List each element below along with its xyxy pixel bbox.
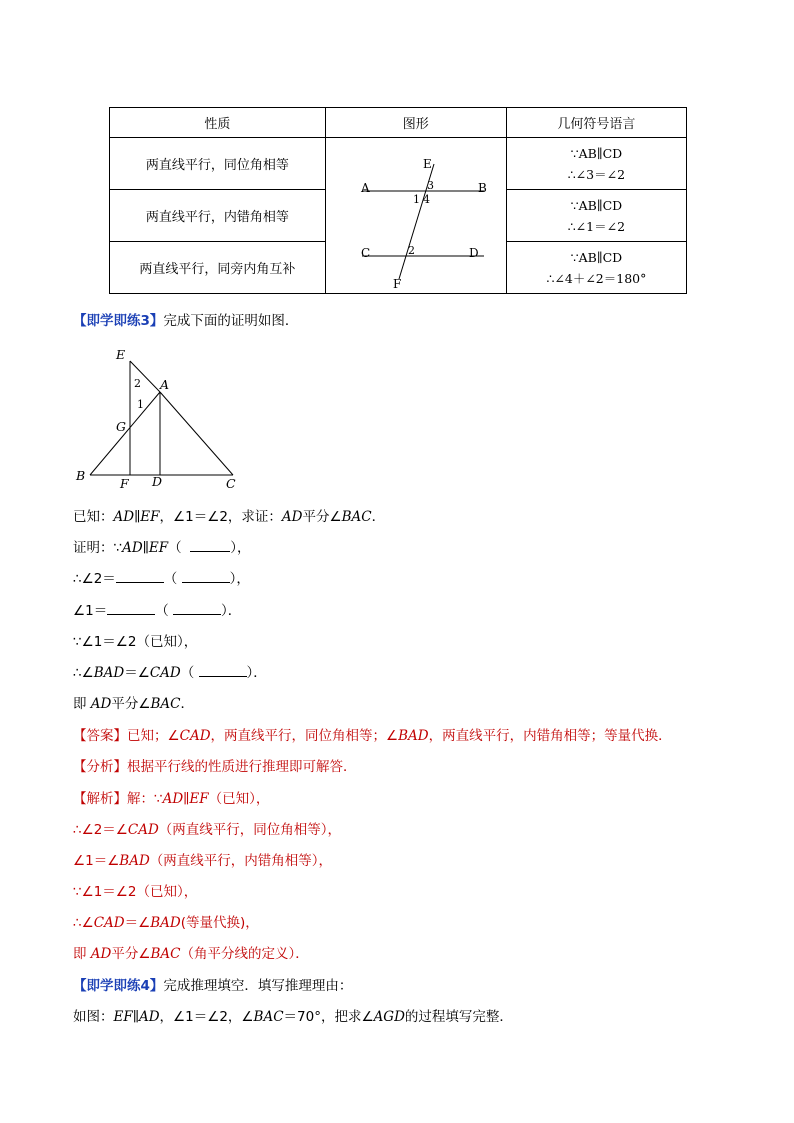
angle-2: 2 [134,377,141,390]
parallel-properties-table [109,107,687,294]
conclusion-text: ∴∠1＝∠2 [567,218,626,234]
proof-line-5: ∴∠BAD＝∠CAD（ ）． [73,665,267,681]
label-c: C [226,476,236,491]
solution-line-6: 即 AD平分∠BAC（角平分线的定义）． [73,946,309,962]
given-text: ∵AB∥CD [570,145,623,161]
exercise3-heading [73,311,298,331]
label-f: F [120,476,129,491]
exercise3-title: 完成下面的证明如图． [163,313,299,329]
label-e: E [116,347,126,362]
proof-line-2: ∴∠2＝ （ ）， [73,571,250,587]
exercise3-tag: 【即学即练3】 [73,313,164,329]
proof-line-6: 即 AD平分∠BAC． [73,696,194,712]
given-text: ∵AB∥CD [570,197,623,213]
property-alternate: 两直线平行，内错角相等 [110,190,326,242]
solution-tag: 【解析】 [73,791,127,807]
analysis-line: 【分析】根据平行线的性质进行推理即可解答． [73,759,357,775]
fill-blank[interactable] [190,539,230,552]
fill-blank[interactable] [173,602,221,615]
given-text: ∵AB∥CD [570,249,623,265]
label-d: D [468,245,479,260]
label-d: D [152,474,163,489]
label-c: C [360,245,370,260]
fill-blank[interactable] [182,570,230,583]
exercise4-tag: 【即学即练4】 [73,978,164,994]
header-figure: 图形 [325,108,506,138]
exercise4-heading [73,976,352,996]
triangle-figure [70,342,250,492]
label-e: E [422,156,432,171]
header-property: 性质 [110,108,326,138]
solution-line-2: ∴∠2＝∠CAD（两直线平行，同位角相等）， [73,822,342,838]
known-statement: 已知：AD∥EF，∠1＝∠2，求证：AD平分∠BAC． [73,509,386,525]
angle-3: 3 [426,178,434,192]
conclusion-text: ∴∠4＋∠2＝180° [546,270,647,286]
label-b: B [477,180,487,195]
solution-line-4: ∵∠1＝∠2（已知）， [73,884,198,900]
exercise4-statement: 如图：EF∥AD，∠1＝∠2，∠BAC＝70°，把求∠AGD的过程填写完整． [73,1009,513,1025]
solution-line-5: ∴∠CAD＝∠BAD(等量代换)， [73,915,259,931]
solution-line-3: ∠1＝∠BAD（两直线平行，内错角相等）， [73,853,333,869]
property-corresponding: 两直线平行，同位角相等 [110,138,326,190]
proof-line-1: 证明：∵AD∥EF（ ）， [73,540,251,556]
solution-line-1: 【解析】解：∵AD∥EF（已知）， [73,791,270,807]
symbol-corresponding [506,138,686,190]
angle-1: 1 [412,192,420,206]
angle-1: 1 [137,398,144,411]
table-row [110,138,687,190]
proof-line-4: ∵∠1＝∠2（已知）， [73,634,198,650]
table-header-row [110,108,687,138]
fill-blank[interactable] [116,570,164,583]
label-g: G [116,419,126,434]
proof-line-3: ∠1＝ （ ）． [73,603,242,619]
analysis-tag: 【分析】 [73,759,127,775]
symbol-alternate [506,190,686,242]
conclusion-text: ∴∠3＝∠2 [567,166,626,182]
label-b: B [76,468,86,483]
figure-cell [325,138,506,294]
header-symbol-language: 几何符号语言 [506,108,686,138]
segment-ac [160,392,233,475]
exercise4-title: 完成推理填空．填写推理理由： [163,978,353,994]
label-f: F [392,276,402,291]
answer-line: 【答案】已知；∠CAD，两直线平行，同位角相等；∠BAD，两直线平行，内错角相等；等量代换． [73,728,672,744]
fill-blank[interactable] [199,664,247,677]
label-a: A [160,377,170,392]
property-same-side: 两直线平行，同旁内角互补 [110,242,326,294]
label-a: A [360,180,370,195]
answer-tag: 【答案】 [73,728,127,744]
parallel-lines-figure [326,139,506,293]
fill-blank[interactable] [107,602,155,615]
angle-4: 4 [422,192,430,206]
symbol-same-side [506,242,686,294]
angle-2: 2 [407,243,415,257]
